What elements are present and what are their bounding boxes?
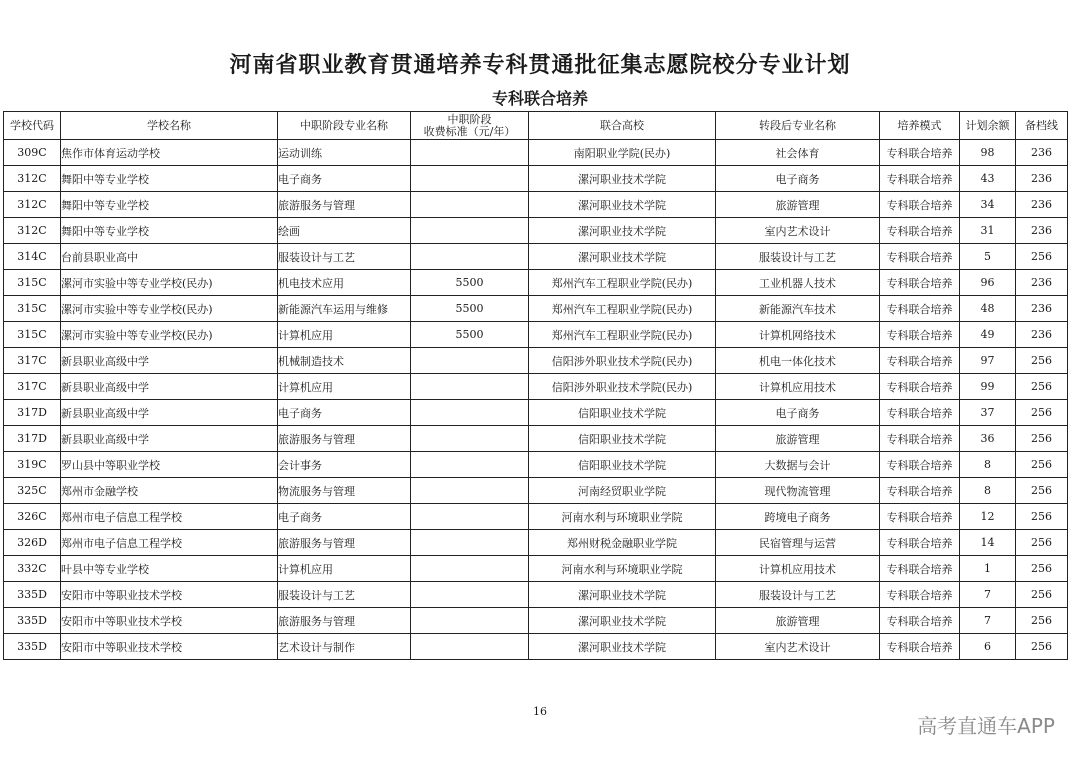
cell-mode: 专科联合培养: [880, 140, 960, 166]
cell-code: 319C: [4, 452, 61, 478]
cell-mode: 专科联合培养: [880, 634, 960, 660]
cell-partner: 信阳职业技术学院: [529, 426, 716, 452]
cell-school: 新县职业高级中学: [61, 400, 278, 426]
cell-line: 236: [1016, 270, 1068, 296]
cell-plan: 14: [960, 530, 1016, 556]
cell-partner: 漯河职业技术学院: [529, 582, 716, 608]
cell-major: 会计事务: [278, 452, 411, 478]
cell-partner: 漯河职业技术学院: [529, 192, 716, 218]
cell-code: 317C: [4, 348, 61, 374]
cell-mode: 专科联合培养: [880, 426, 960, 452]
cell-mode: 专科联合培养: [880, 322, 960, 348]
cell-major: 旅游服务与管理: [278, 426, 411, 452]
cell-mode: 专科联合培养: [880, 608, 960, 634]
cell-plan: 43: [960, 166, 1016, 192]
cell-plan: 34: [960, 192, 1016, 218]
cell-school: 舞阳中等专业学校: [61, 166, 278, 192]
cell-transfer-major: 新能源汽车技术: [716, 296, 880, 322]
cell-line: 236: [1016, 166, 1068, 192]
cell-line: 236: [1016, 322, 1068, 348]
cell-fee: [411, 426, 529, 452]
cell-fee: [411, 140, 529, 166]
cell-school: 焦作市体育运动学校: [61, 140, 278, 166]
cell-mode: 专科联合培养: [880, 478, 960, 504]
cell-transfer-major: 现代物流管理: [716, 478, 880, 504]
cell-line: 256: [1016, 400, 1068, 426]
cell-major: 计算机应用: [278, 556, 411, 582]
cell-mode: 专科联合培养: [880, 348, 960, 374]
table-row: [4, 426, 1068, 452]
watermark: 高考直通车APP: [917, 714, 1055, 738]
cell-major: 绘画: [278, 218, 411, 244]
cell-plan: 8: [960, 452, 1016, 478]
header-fee-line1: 中职阶段: [447, 112, 492, 126]
table-row: [4, 140, 1068, 166]
cell-plan: 8: [960, 478, 1016, 504]
cell-school: 台前县职业高中: [61, 244, 278, 270]
cell-transfer-major: 社会体育: [716, 140, 880, 166]
header-major: 中职阶段专业名称: [278, 112, 411, 140]
cell-major: 旅游服务与管理: [278, 530, 411, 556]
cell-transfer-major: 服装设计与工艺: [716, 582, 880, 608]
cell-mode: 专科联合培养: [880, 504, 960, 530]
cell-partner: 郑州汽车工程职业学院(民办): [529, 322, 716, 348]
cell-fee: [411, 634, 529, 660]
cell-code: 317D: [4, 426, 61, 452]
cell-code: 335D: [4, 634, 61, 660]
cell-mode: 专科联合培养: [880, 192, 960, 218]
table-row: [4, 192, 1068, 218]
cell-major: 服装设计与工艺: [278, 244, 411, 270]
cell-school: 郑州市电子信息工程学校: [61, 504, 278, 530]
cell-school: 舞阳中等专业学校: [61, 192, 278, 218]
cell-major: 机电技术应用: [278, 270, 411, 296]
header-line: 备档线: [1016, 112, 1068, 140]
table-row: [4, 400, 1068, 426]
cell-code: 315C: [4, 296, 61, 322]
cell-transfer-major: 旅游管理: [716, 426, 880, 452]
cell-major: 旅游服务与管理: [278, 608, 411, 634]
cell-transfer-major: 计算机应用技术: [716, 374, 880, 400]
cell-transfer-major: 室内艺术设计: [716, 634, 880, 660]
cell-transfer-major: 电子商务: [716, 166, 880, 192]
cell-plan: 12: [960, 504, 1016, 530]
cell-fee: [411, 608, 529, 634]
cell-major: 运动训练: [278, 140, 411, 166]
cell-code: 317D: [4, 400, 61, 426]
header-code: 学校代码: [4, 112, 61, 140]
cell-plan: 31: [960, 218, 1016, 244]
header-mode: 培养模式: [880, 112, 960, 140]
cell-partner: 河南水利与环境职业学院: [529, 556, 716, 582]
cell-major: 服装设计与工艺: [278, 582, 411, 608]
cell-mode: 专科联合培养: [880, 374, 960, 400]
cell-line: 236: [1016, 296, 1068, 322]
cell-fee: [411, 374, 529, 400]
table-row: [4, 166, 1068, 192]
cell-school: 安阳市中等职业技术学校: [61, 634, 278, 660]
cell-transfer-major: 计算机应用技术: [716, 556, 880, 582]
cell-plan: 7: [960, 608, 1016, 634]
cell-transfer-major: 民宿管理与运营: [716, 530, 880, 556]
cell-school: 漯河市实验中等专业学校(民办): [61, 296, 278, 322]
cell-transfer-major: 旅游管理: [716, 608, 880, 634]
cell-fee: [411, 244, 529, 270]
cell-major: 艺术设计与制作: [278, 634, 411, 660]
cell-fee: [411, 452, 529, 478]
cell-code: 312C: [4, 166, 61, 192]
cell-code: 325C: [4, 478, 61, 504]
cell-plan: 6: [960, 634, 1016, 660]
cell-mode: 专科联合培养: [880, 452, 960, 478]
cell-plan: 97: [960, 348, 1016, 374]
table-row: [4, 452, 1068, 478]
cell-plan: 37: [960, 400, 1016, 426]
table-row: [4, 582, 1068, 608]
cell-code: 335D: [4, 608, 61, 634]
page-number: 16: [533, 705, 547, 718]
cell-code: 326C: [4, 504, 61, 530]
cell-transfer-major: 室内艺术设计: [716, 218, 880, 244]
table-row: [4, 348, 1068, 374]
cell-transfer-major: 计算机网络技术: [716, 322, 880, 348]
cell-fee: [411, 348, 529, 374]
cell-mode: 专科联合培养: [880, 166, 960, 192]
cell-mode: 专科联合培养: [880, 582, 960, 608]
cell-transfer-major: 机电一体化技术: [716, 348, 880, 374]
header-fee: [411, 112, 529, 140]
cell-school: 郑州市电子信息工程学校: [61, 530, 278, 556]
cell-line: 256: [1016, 530, 1068, 556]
cell-code: 315C: [4, 322, 61, 348]
header-school: 学校名称: [61, 112, 278, 140]
cell-code: 326D: [4, 530, 61, 556]
header-partner: 联合高校: [529, 112, 716, 140]
cell-partner: 信阳涉外职业技术学院(民办): [529, 374, 716, 400]
cell-major: 机械制造技术: [278, 348, 411, 374]
cell-partner: 信阳涉外职业技术学院(民办): [529, 348, 716, 374]
table-row: [4, 530, 1068, 556]
cell-fee: [411, 400, 529, 426]
cell-plan: 36: [960, 426, 1016, 452]
cell-major: 计算机应用: [278, 374, 411, 400]
cell-code: 335D: [4, 582, 61, 608]
cell-line: 236: [1016, 192, 1068, 218]
cell-major: 电子商务: [278, 504, 411, 530]
cell-code: 312C: [4, 192, 61, 218]
table-row: [4, 270, 1068, 296]
cell-fee: [411, 478, 529, 504]
table-row: [4, 504, 1068, 530]
table-row: [4, 556, 1068, 582]
table-row: [4, 244, 1068, 270]
cell-transfer-major: 跨境电子商务: [716, 504, 880, 530]
cell-transfer-major: 旅游管理: [716, 192, 880, 218]
cell-transfer-major: 大数据与会计: [716, 452, 880, 478]
cell-plan: 49: [960, 322, 1016, 348]
header-transfer-major: 转段后专业名称: [716, 112, 880, 140]
cell-line: 256: [1016, 374, 1068, 400]
cell-transfer-major: 电子商务: [716, 400, 880, 426]
cell-code: 312C: [4, 218, 61, 244]
cell-major: 物流服务与管理: [278, 478, 411, 504]
cell-plan: 7: [960, 582, 1016, 608]
cell-line: 236: [1016, 218, 1068, 244]
cell-mode: 专科联合培养: [880, 296, 960, 322]
cell-fee: 5500: [411, 296, 529, 322]
table-row: [4, 374, 1068, 400]
cell-major: 计算机应用: [278, 322, 411, 348]
cell-mode: 专科联合培养: [880, 218, 960, 244]
cell-fee: [411, 582, 529, 608]
cell-school: 舞阳中等专业学校: [61, 218, 278, 244]
cell-transfer-major: 工业机器人技术: [716, 270, 880, 296]
cell-partner: 漯河职业技术学院: [529, 608, 716, 634]
cell-line: 256: [1016, 426, 1068, 452]
cell-school: 叶县中等专业学校: [61, 556, 278, 582]
cell-partner: 郑州汽车工程职业学院(民办): [529, 270, 716, 296]
cell-mode: 专科联合培养: [880, 530, 960, 556]
cell-code: 317C: [4, 374, 61, 400]
cell-code: 315C: [4, 270, 61, 296]
header-fee-line2: 收费标准（元/年）: [423, 124, 516, 138]
cell-partner: 郑州财税金融职业学院: [529, 530, 716, 556]
cell-fee: 5500: [411, 270, 529, 296]
cell-fee: [411, 218, 529, 244]
cell-partner: 河南水利与环境职业学院: [529, 504, 716, 530]
cell-major: 新能源汽车运用与维修: [278, 296, 411, 322]
page-subtitle: 专科联合培养: [491, 89, 588, 108]
table-row: [4, 608, 1068, 634]
cell-school: 漯河市实验中等专业学校(民办): [61, 270, 278, 296]
page-title: 河南省职业教育贯通培养专科贯通批征集志愿院校分专业计划: [229, 53, 851, 78]
cell-line: 256: [1016, 582, 1068, 608]
cell-school: 安阳市中等职业技术学校: [61, 608, 278, 634]
cell-partner: 漯河职业技术学院: [529, 634, 716, 660]
cell-partner: 郑州汽车工程职业学院(民办): [529, 296, 716, 322]
cell-plan: 48: [960, 296, 1016, 322]
cell-mode: 专科联合培养: [880, 556, 960, 582]
cell-major: 电子商务: [278, 166, 411, 192]
cell-partner: 南阳职业学院(民办): [529, 140, 716, 166]
cell-school: 新县职业高级中学: [61, 426, 278, 452]
table-row: [4, 296, 1068, 322]
cell-partner: 信阳职业技术学院: [529, 452, 716, 478]
cell-school: 安阳市中等职业技术学校: [61, 582, 278, 608]
cell-fee: [411, 530, 529, 556]
header-plan: 计划余额: [960, 112, 1016, 140]
cell-line: 256: [1016, 348, 1068, 374]
cell-plan: 5: [960, 244, 1016, 270]
cell-plan: 1: [960, 556, 1016, 582]
cell-fee: [411, 504, 529, 530]
table-row: [4, 634, 1068, 660]
cell-plan: 99: [960, 374, 1016, 400]
cell-mode: 专科联合培养: [880, 400, 960, 426]
table-row: [4, 322, 1068, 348]
cell-partner: 信阳职业技术学院: [529, 400, 716, 426]
cell-partner: 漯河职业技术学院: [529, 244, 716, 270]
cell-line: 256: [1016, 504, 1068, 530]
cell-mode: 专科联合培养: [880, 244, 960, 270]
cell-plan: 96: [960, 270, 1016, 296]
cell-code: 332C: [4, 556, 61, 582]
cell-school: 新县职业高级中学: [61, 348, 278, 374]
cell-partner: 漯河职业技术学院: [529, 218, 716, 244]
cell-mode: 专科联合培养: [880, 270, 960, 296]
cell-major: 电子商务: [278, 400, 411, 426]
table-header-row: [4, 112, 1068, 140]
cell-major: 旅游服务与管理: [278, 192, 411, 218]
cell-school: 漯河市实验中等专业学校(民办): [61, 322, 278, 348]
cell-fee: 5500: [411, 322, 529, 348]
cell-line: 256: [1016, 244, 1068, 270]
cell-transfer-major: 服装设计与工艺: [716, 244, 880, 270]
table-row: [4, 478, 1068, 504]
cell-school: 罗山县中等职业学校: [61, 452, 278, 478]
table-row: [4, 218, 1068, 244]
cell-plan: 98: [960, 140, 1016, 166]
cell-partner: 漯河职业技术学院: [529, 166, 716, 192]
cell-line: 236: [1016, 140, 1068, 166]
cell-code: 309C: [4, 140, 61, 166]
cell-partner: 河南经贸职业学院: [529, 478, 716, 504]
cell-fee: [411, 556, 529, 582]
cell-school: 新县职业高级中学: [61, 374, 278, 400]
cell-fee: [411, 166, 529, 192]
cell-line: 256: [1016, 634, 1068, 660]
cell-code: 314C: [4, 244, 61, 270]
cell-line: 256: [1016, 478, 1068, 504]
cell-fee: [411, 192, 529, 218]
cell-line: 256: [1016, 608, 1068, 634]
cell-line: 256: [1016, 556, 1068, 582]
cell-line: 256: [1016, 452, 1068, 478]
cell-school: 郑州市金融学校: [61, 478, 278, 504]
plan-table: [3, 111, 1068, 660]
